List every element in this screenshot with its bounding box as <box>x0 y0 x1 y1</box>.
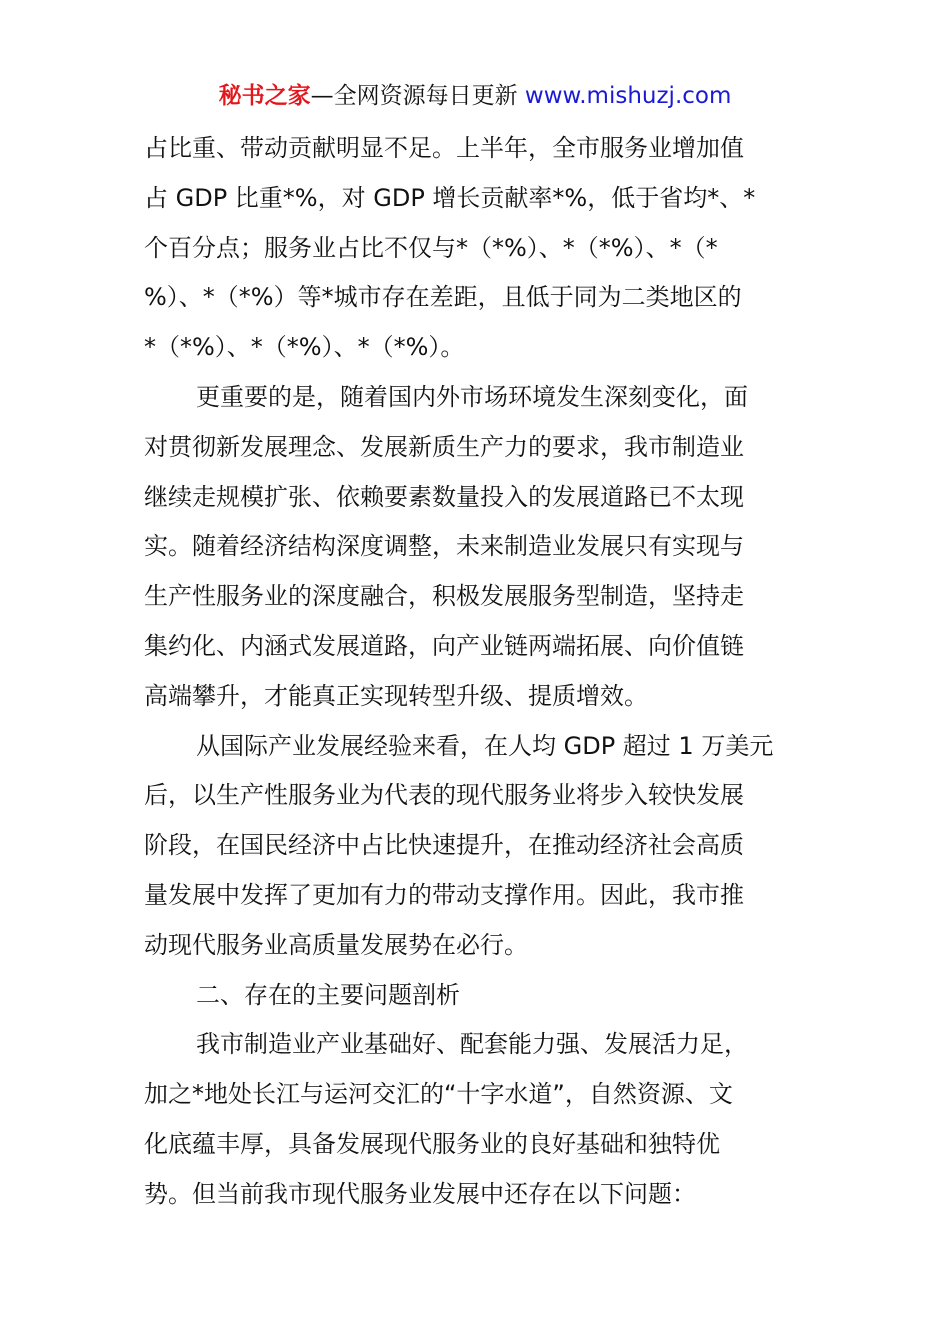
text-line: 高端攀升，才能真正实现转型升级、提质增效。 <box>144 681 648 710</box>
text-line: 动现代服务业高质量发展势在必行。 <box>144 930 528 959</box>
text-line: 加之*地处长江与运河交汇的“十字水道”，自然资源、文 <box>144 1080 733 1109</box>
text-line: 后，以生产性服务业为代表的现代服务业将步入较快发展 <box>144 781 744 810</box>
text-line: 占比重、带动贡献明显不足。上半年，全市服务业增加值 <box>144 134 744 162</box>
text-line: 量发展中发挥了更加有力的带动支撑作用。因此，我市推 <box>144 880 744 909</box>
text-line: %）、*（*%）等*城市存在差距，且低于同为二类地区的 <box>144 283 742 312</box>
header-tagline: —全网资源每日更新 <box>310 83 525 109</box>
text-line: 化底蕴丰厚，具备发展现代服务业的良好基础和独特优 <box>144 1129 720 1158</box>
text-line: 势。但当前我市现代服务业发展中还存在以下问题： <box>144 1179 696 1208</box>
site-url-link[interactable]: www.mishuzj.com <box>524 83 732 109</box>
paragraph-first-line: 更重要的是，随着国内外市场环境发生深刻变化，面 <box>196 382 748 411</box>
text-line: 生产性服务业的深度融合，积极发展服务型制造，坚持走 <box>144 582 744 611</box>
site-header <box>0 80 950 112</box>
text-line: 集约化、内涵式发展道路，向产业链两端拓展、向价值链 <box>144 631 744 660</box>
document-body <box>144 124 808 1220</box>
text-line: 实。随着经济结构深度调整，未来制造业发展只有实现与 <box>144 532 744 561</box>
text-line: 阶段，在国民经济中占比快速提升，在推动经济社会高质 <box>144 831 744 860</box>
paragraph-first-line: 我市制造业产业基础好、配套能力强、发展活力足， <box>196 1030 748 1059</box>
paragraph-first-line: 从国际产业发展经验来看，在人均 GDP 超过 1 万美元 <box>196 731 774 760</box>
section-heading: 二、存在的主要问题剖析 <box>196 980 460 1009</box>
brand-name: 秘书之家 <box>218 83 311 109</box>
text-line: 个百分点；服务业占比不仅与*（*%）、*（*%）、*（* <box>144 233 718 262</box>
text-line: 占 GDP 比重*%，对 GDP 增长贡献率*%，低于省均*、* <box>144 183 756 212</box>
text-line: 继续走规模扩张、依赖要素数量投入的发展道路已不太现 <box>144 482 744 511</box>
text-line: *（*%）、*（*%）、*（*%）。 <box>144 333 465 362</box>
text-line: 对贯彻新发展理念、发展新质生产力的要求，我市制造业 <box>144 432 744 461</box>
